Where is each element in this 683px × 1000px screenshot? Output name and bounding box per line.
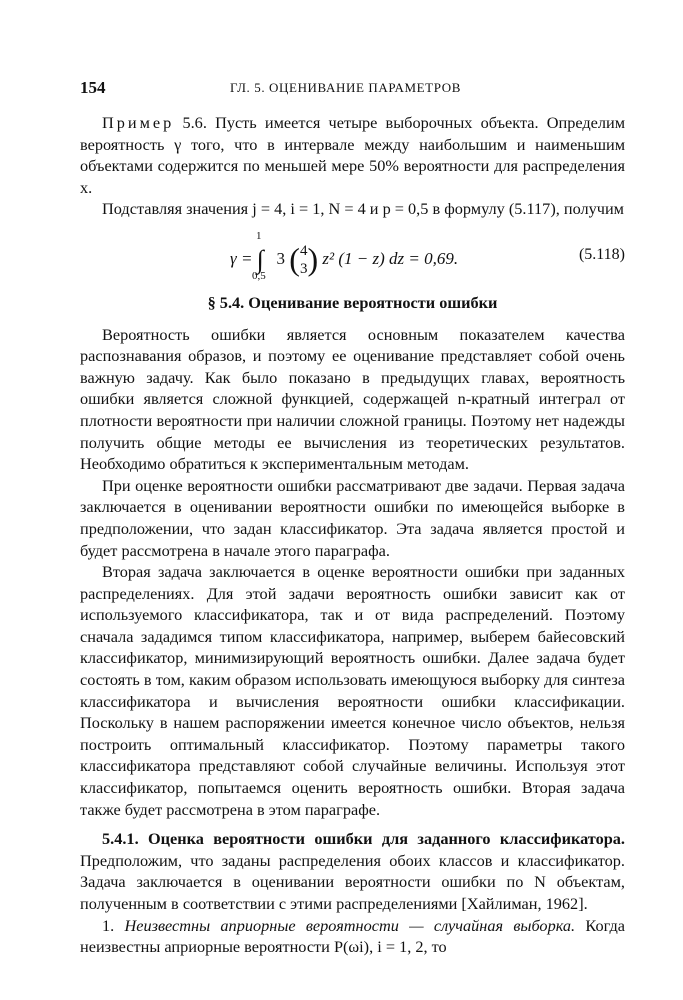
section-paragraph-1: Вероятность ошибки является основным показателем качества распознавания образов, и поэтому ее оценивание представляет собой очень важную задачу. Как было показано в предыдущих главах, вероятность ошибки является сложной функцией, содержащей n-кратный интеграл от плотности вероятности при наличии сложной границы. Поэтому нет надежды получить общие методы ее вычисления из теоретических результатов. Необходимо обратиться к экспериментальным методам. <box>80 324 625 474</box>
integral-upper-limit: 1 <box>256 229 262 242</box>
example-text: Пусть имеется четыре выборочных объекта. Определим вероятность γ того, что в интервале между наибольшим и наименьшим объектами содержится по меньшей мере 50% вероятности для распределения x. <box>80 113 625 197</box>
item-1-text: Когда неизвестны априорные вероятности P(ωi), i = 1, 2, то <box>80 915 625 957</box>
example-paragraph <box>80 112 625 198</box>
formula-coefficient: 3 <box>276 248 286 268</box>
binomial-coefficient <box>289 242 318 278</box>
left-paren-icon: ( <box>289 241 300 278</box>
integral-sign-icon: ∫ <box>256 245 264 275</box>
spacer <box>80 820 625 828</box>
item-1-paragraph <box>80 915 625 958</box>
subsection-text: Предположим, что заданы распределения обоих классов и классификатор. Задача заключается в оценивании вероятности ошибки по N объектам, полученным в соответствии с этими распределениями [Хайлиман, 1962]. <box>80 850 625 913</box>
example-number: 5.6. <box>182 113 207 132</box>
binom-bottom: 3 <box>299 260 308 277</box>
example-label: Пример <box>102 113 175 132</box>
subsection-title: 5.4.1. Оценка вероятности ошибки для заданного классификатора. <box>102 829 625 849</box>
formula-lhs: γ = <box>230 248 253 268</box>
page-body <box>80 112 625 958</box>
equation-number: (5.118) <box>578 245 625 263</box>
binom-top: 4 <box>299 242 308 259</box>
item-1-title: Неизвестны априорные вероятности — случайная выборка. <box>124 915 576 935</box>
right-paren-icon: ) <box>307 241 319 278</box>
formula-integrand: z² (1 − z) dz = 0,69. <box>322 248 459 268</box>
section-paragraph-3: Вторая задача заключается в оценке вероятности ошибки при заданных распределениях. Для этой задачи вероятность ошибки зависит как от используемого классификатора, так и от вида распределений. Поэтому сначала зададимся типом классификатора, например, выберем байесовский классификатор, минимизирующий вероятность ошибки. Далее задача будет состоять в том, каким образом использовать имеющуюся выборку для синтеза классификатора и вычисления вероятности ошибки классификации. Поскольку в нашем распоряжении имеется конечное число объектов, нельзя построить оптимальный классификатор. Поэтому параметры такого классификатора представляют собой случайные величины. Используя этот классификатор, попытаемся оценить вероятность ошибки. Вторая задача также будет рассмотрена в этом параграфе. <box>80 562 625 819</box>
section-title: § 5.4. Оценивание вероятности ошибки <box>207 292 498 312</box>
page-header <box>80 78 625 98</box>
running-title: ГЛ. 5. ОЦЕНИВАНИЕ ПАРАМЕТРОВ <box>230 80 461 95</box>
page-number: 154 <box>80 78 106 97</box>
integral-lower-limit: 0,5 <box>252 269 266 282</box>
subsection-paragraph <box>80 828 625 914</box>
substitution-paragraph: Подставляя значения j = 4, i = 1, N = 4 и p = 0,5 в формулу (5.117), получим <box>102 199 624 219</box>
formula-expression <box>230 242 458 278</box>
equation-5-118 <box>80 222 625 284</box>
item-1-number: 1. <box>102 915 115 935</box>
section-paragraph-2: При оценке вероятности ошибки рассматривают две задачи. Первая задача заключается в оценивании вероятности ошибки по имеющейся выборке в предположении, что задан классификатор. Эта задача является простой и будет рассмотрена в начале этого параграфа. <box>80 475 625 560</box>
